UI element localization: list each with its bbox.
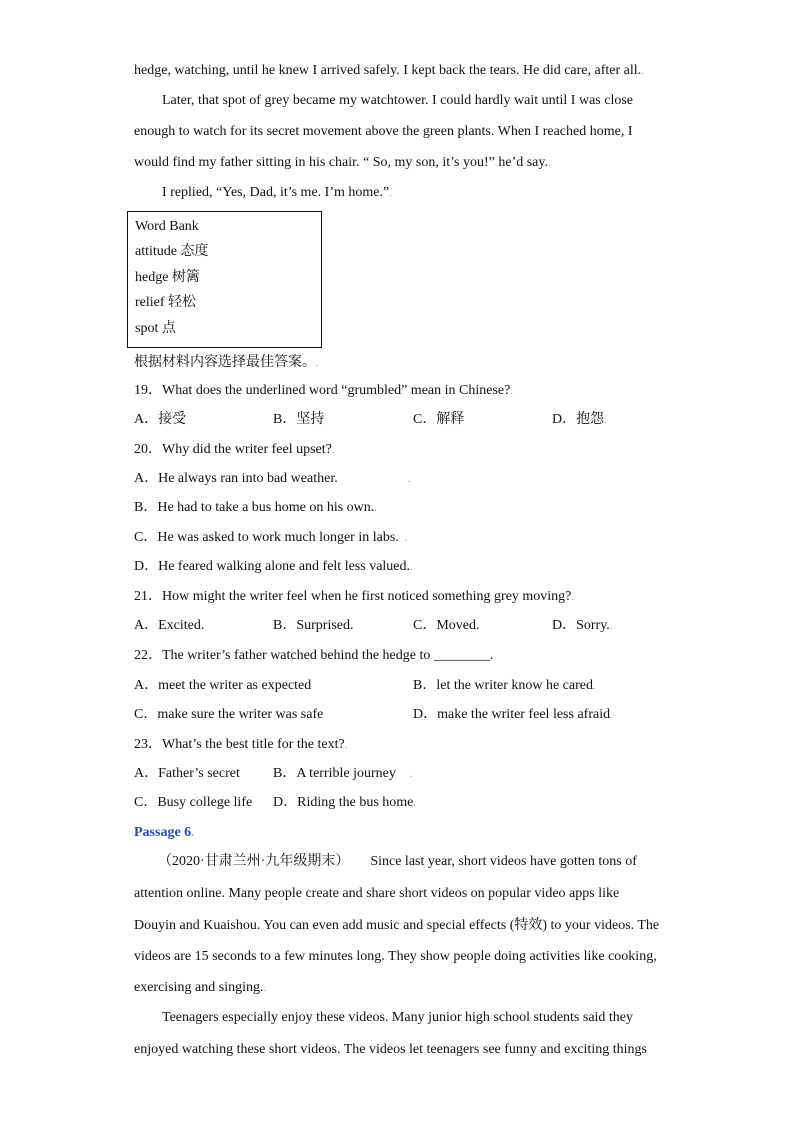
option-b: B．let the writer know he cared. [413, 678, 596, 693]
passage-line: videos are 15 seconds to a few minutes long. They show people doing activities like cooking, [134, 949, 657, 964]
option-b: B．He had to take a bus home on his own.. [134, 500, 377, 515]
option-a: A．Father’s secret [134, 766, 240, 781]
passage-title: Passage 6. [134, 825, 194, 840]
option-d: D．make the writer feel less afraid. [413, 707, 613, 722]
passage-line: （2020·甘肃兰州·九年级期末） Since last year, short videos have gotten tons of [158, 854, 637, 869]
question-stem: 21．How might the writer feel when he first noticed something grey moving?. [134, 589, 574, 604]
question-stem: 22．The writer’s father watched behind the hedge to ________. [134, 648, 494, 663]
passage-line: enjoyed watching these short videos. The videos let teenagers see funny and exciting things [134, 1042, 647, 1057]
word-bank-item: attitude 态度 [135, 244, 209, 259]
word-bank-item: relief 轻松 [135, 295, 197, 310]
option-d: D．Riding the bus home. [273, 795, 416, 810]
option-b: B．Surprised. [273, 618, 354, 633]
word-bank-item: hedge 树篱 [135, 270, 200, 285]
question-stem: 20．Why did the writer feel upset?. [134, 442, 335, 457]
passage-line: attention online. Many people create and share short videos on popular video apps like [134, 886, 620, 901]
question-stem: 19．What does the underlined word “grumbled” mean in Chinese?. [134, 383, 513, 398]
option-a: A．He always ran into bad weather. . [134, 471, 411, 486]
option-c: C．Moved. [413, 618, 480, 633]
option-a: A．Excited. [134, 618, 205, 633]
passage-line: Teenagers especially enjoy these videos. Many junior high school students said they [162, 1010, 634, 1025]
option-b: B．A terrible journey . [273, 766, 413, 781]
word-bank-box [127, 211, 322, 348]
option-c: C．解释 [413, 412, 465, 427]
option-b: B．坚持 [273, 412, 325, 427]
option-c: C．Busy college life [134, 795, 253, 810]
option-d: D．Sorry.. [552, 618, 613, 633]
option-d: D．抱怨. [552, 412, 607, 427]
instruction: 根据材料内容选择最佳答案。. [134, 355, 319, 370]
story-paragraph-line: enough to watch for its secret movement above the green plants. When I reached home, I [134, 124, 633, 139]
word-bank-title: Word Bank [135, 219, 199, 234]
option-a: A．接受 [134, 412, 187, 427]
option-c: C．He was asked to work much longer in labs. . [134, 530, 408, 545]
story-paragraph-last: I replied, “Yes, Dad, it’s me. I’m home.”. [162, 185, 392, 200]
story-paragraph-line: Later, that spot of grey became my watchtower. I could hardly wait until I was close [162, 93, 634, 108]
question-stem: 23．What’s the best title for the text?. [134, 737, 348, 752]
passage-line: Douyin and Kuaishou. You can even add music and special effects (特效) to your videos. The [134, 918, 660, 933]
word-bank-item: spot 点 [135, 321, 176, 336]
passage-line: exercising and singing.. [134, 980, 266, 995]
option-c: C．make sure the writer was safe [134, 707, 324, 722]
option-d: D．He feared walking alone and felt less valued.. [134, 559, 413, 574]
story-paragraph-line: would find my father sitting in his chair. “ So, my son, it’s you!” he’d say.. [134, 155, 551, 170]
story-paragraph-end: hedge, watching, until he knew I arrived safely. I kept back the tears. He did care, after all.. [134, 63, 644, 78]
option-a: A．meet the writer as expected [134, 678, 312, 693]
